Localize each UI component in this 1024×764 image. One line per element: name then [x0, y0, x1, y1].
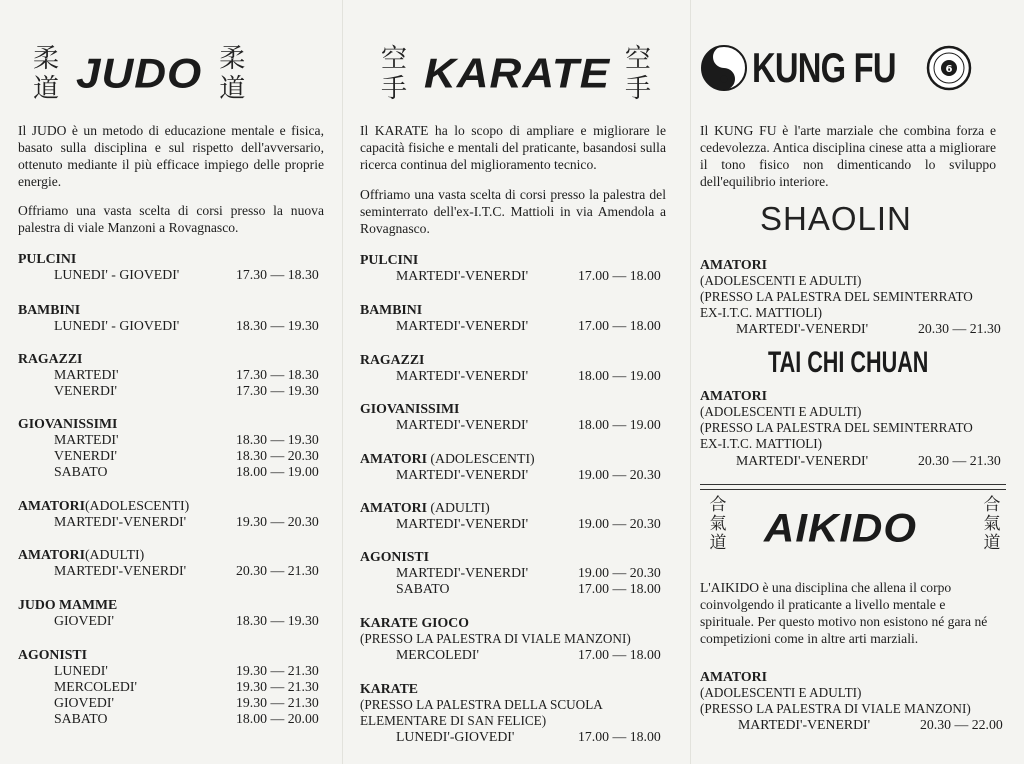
schedule-day: LUNEDI'	[54, 663, 108, 678]
kungfu-title: KUNG FU	[752, 44, 896, 91]
group-name: AMATORI	[700, 669, 767, 684]
group-note: (ADULTI)	[430, 500, 490, 515]
judo-description: Il JUDO è un metodo di educazione mentale e fisica, basato sulla disciplina e sul rispetto dell'avversario, ottenuto mediante il più efficace impiego delle proprie energie.	[18, 123, 324, 189]
taichi-title: TAI CHI CHUAN	[768, 346, 929, 379]
fold-line-2	[690, 0, 691, 764]
karate-title: KARATE	[424, 50, 611, 97]
schedule-time: 19.30 — 21.30	[236, 679, 319, 694]
schedule-day: MARTEDI'-VENERDI'	[738, 717, 871, 732]
schedule-day: MARTEDI'-VENERDI'	[54, 514, 187, 529]
aikido-title: AIKIDO	[764, 505, 917, 550]
schedule-day: MARTEDI'	[54, 432, 119, 447]
karate-kanji-right	[622, 44, 654, 104]
kanji-char: 柔	[32, 44, 59, 74]
group-audience: (ADOLESCENTI E ADULTI)	[700, 404, 862, 419]
schedule-time: 17.00 — 18.00	[578, 581, 661, 596]
schedule-time: 18.30 — 19.30	[236, 432, 319, 447]
schedule-day: MARTEDI'-VENERDI'	[396, 368, 529, 383]
group-name: PULCINI	[360, 252, 419, 267]
kanji-char: 氣	[709, 514, 727, 534]
group-note: (ADOLESCENTI)	[84, 498, 190, 513]
karate-kanji-left	[378, 44, 410, 104]
schedule-time: 18.30 — 19.30	[236, 613, 319, 628]
schedule-time: 17.00 — 18.00	[578, 268, 661, 283]
aikido-description: L'AIKIDO è una disciplina che allena il corpo coinvolgendo il praticante a livello mentale e spirituale. Per questo motivo non esistono né gara né competizioni come in altre arti marziali.	[700, 580, 988, 646]
karate-offer: Offriamo una vasta scelta di corsi presso la palestra del seminterrato dell'ex-I.T.C. Mattioli in via Amendola a Rovagnasco.	[360, 187, 666, 236]
karate-column	[360, 0, 666, 764]
schedule-time: 18.00 — 19.00	[578, 368, 661, 383]
group-name: AMATORI	[18, 547, 85, 562]
group-name: AMATORI	[360, 451, 427, 466]
schedule-time: 18.00 — 20.00	[236, 711, 319, 726]
schedule-time: 20.30 — 21.30	[236, 563, 319, 578]
aikido-section	[700, 0, 1008, 764]
aikido-kanji-left	[702, 496, 734, 553]
kanji-char: 道	[709, 533, 727, 553]
schedule-day: LUNEDI' - GIOVEDI'	[54, 267, 180, 282]
schedule-time: 20.30 — 21.30	[918, 321, 1001, 336]
schedule-time: 17.30 — 19.30	[236, 383, 319, 398]
schedule-time: 18.30 — 19.30	[236, 318, 319, 333]
group-name: KARATE GIOCO	[360, 615, 469, 630]
group-name: BAMBINI	[360, 302, 423, 317]
group-name: GIOVANISSIMI	[18, 416, 118, 431]
group-location: (PRESSO LA PALESTRA DI VIALE MANZONI)	[360, 631, 631, 646]
schedule-time: 17.00 — 18.00	[578, 647, 661, 662]
kanji-char: 道	[219, 74, 246, 104]
schedule-day: MARTEDI'-VENERDI'	[736, 321, 869, 336]
group-location: (PRESSO LA PALESTRA DEL SEMINTERRATO	[700, 289, 973, 304]
schedule-time: 20.30 — 22.00	[920, 717, 1003, 732]
schedule-time: 19.00 — 20.30	[578, 516, 661, 531]
kanji-char: 手	[380, 74, 407, 104]
kanji-char: 合	[983, 495, 1001, 515]
group-audience: (ADOLESCENTI E ADULTI)	[700, 273, 862, 288]
schedule-day: SABATO	[396, 581, 450, 596]
group-name: AMATORI	[700, 257, 767, 272]
schedule-time: 18.30 — 20.30	[236, 448, 319, 463]
schedule-time: 17.00 — 18.00	[578, 729, 661, 744]
schedule-day: MARTEDI'-VENERDI'	[396, 516, 529, 531]
kanji-char: 手	[625, 74, 652, 104]
schedule-day: MARTEDI'-VENERDI'	[396, 565, 529, 580]
schedule-time: 17.30 — 18.30	[236, 267, 319, 282]
group-name: AMATORI	[700, 388, 767, 403]
schedule-time: 18.00 — 19.00	[236, 464, 319, 479]
group-name: AMATORI	[18, 498, 85, 513]
group-note: (ADULTI)	[84, 547, 145, 562]
schedule-day: GIOVEDI'	[54, 613, 114, 628]
kanji-char: 氣	[983, 514, 1001, 534]
group-name: AMATORI	[360, 500, 427, 515]
group-name: RAGAZZI	[18, 351, 83, 366]
group-name: PULCINI	[18, 251, 77, 266]
shaolin-title: SHAOLIN	[760, 200, 912, 237]
schedule-day: MARTEDI'-VENERDI'	[396, 268, 529, 283]
group-name: KARATE	[360, 681, 419, 696]
group-heading	[18, 498, 189, 514]
judo-title: JUDO	[76, 50, 203, 97]
schedule-day: MARTEDI'-VENERDI'	[396, 467, 529, 482]
schedule-day: MERCOLEDI'	[54, 679, 137, 694]
kungfu-description: Il KUNG FU è l'arte marziale che combina forza e cedevolezza. Antica disciplina cinese atta a migliorare il tono fisico non dimenticando lo sviluppo dell'equilibrio interiore.	[700, 123, 996, 189]
karate-description: Il KARATE ha lo scopo di ampliare e migliorare le capacità fisiche e mentali del praticante, basandosi sulla ricerca continua del miglioramento tecnico.	[360, 123, 666, 172]
group-heading	[360, 451, 535, 467]
schedule-day: MARTEDI'	[54, 367, 119, 382]
group-location: (PRESSO LA PALESTRA DELLA SCUOLA	[360, 697, 603, 712]
group-location: (PRESSO LA PALESTRA DEL SEMINTERRATO	[700, 420, 973, 435]
group-name: GIOVANISSIMI	[360, 401, 460, 416]
judo-offer: Offriamo una vasta scelta di corsi presso la nuova palestra di viale Manzoni a Rovagnasco.	[18, 203, 324, 235]
kanji-char: 道	[983, 533, 1001, 553]
schedule-day: MARTEDI'-VENERDI'	[396, 318, 529, 333]
schedule-time: 19.00 — 20.30	[578, 565, 661, 580]
aikido-kanji-right	[976, 496, 1008, 553]
group-heading	[18, 547, 144, 563]
schedule-time: 19.30 — 21.30	[236, 663, 319, 678]
kanji-char: 空	[625, 44, 652, 74]
karate-header	[360, 44, 666, 104]
schedule-time: 18.00 — 19.00	[578, 417, 661, 432]
schedule-day: GIOVEDI'	[54, 695, 114, 710]
schedule-time: 19.00 — 20.30	[578, 467, 661, 482]
kanji-char: 道	[32, 74, 59, 104]
schedule-day: MARTEDI'-VENERDI'	[736, 453, 869, 468]
svg-text:6: 6	[945, 64, 953, 75]
group-location: ELEMENTARE DI SAN FELICE)	[360, 713, 547, 728]
group-location: EX-I.T.C. MATTIOLI)	[700, 436, 823, 451]
judo-kanji-left	[30, 44, 62, 104]
group-heading	[360, 500, 490, 516]
schedule-day: MARTEDI'-VENERDI'	[54, 563, 187, 578]
group-name: BAMBINI	[18, 302, 81, 317]
schedule-day: LUNEDI' - GIOVEDI'	[54, 318, 180, 333]
schedule-day: SABATO	[54, 464, 108, 479]
judo-column	[18, 0, 324, 764]
kanji-char: 合	[709, 495, 727, 515]
schedule-day: MERCOLEDI'	[396, 647, 479, 662]
group-location: (PRESSO LA PALESTRA DI VIALE MANZONI)	[700, 701, 971, 716]
schedule-day: MARTEDI'-VENERDI'	[396, 417, 529, 432]
group-note: (ADOLESCENTI)	[430, 451, 535, 466]
schedule-day: LUNEDI'-GIOVEDI'	[396, 729, 515, 744]
group-name: AGONISTI	[360, 549, 430, 564]
schedule-day: SABATO	[54, 711, 108, 726]
kanji-char: 柔	[219, 44, 246, 74]
group-location: EX-I.T.C. MATTIOLI)	[700, 305, 823, 320]
judo-kanji-right	[216, 44, 248, 104]
schedule-time: 20.30 — 21.30	[918, 453, 1001, 468]
group-name: JUDO MAMME	[18, 597, 118, 612]
schedule-time: 17.30 — 18.30	[236, 367, 319, 382]
judo-header	[18, 44, 324, 104]
schedule-time: 19.30 — 21.30	[236, 695, 319, 710]
group-audience: (ADOLESCENTI E ADULTI)	[700, 685, 862, 700]
schedule-time: 17.00 — 18.00	[578, 318, 661, 333]
kanji-char: 空	[380, 44, 407, 74]
group-name: RAGAZZI	[360, 352, 425, 367]
schedule-time: 19.30 — 20.30	[236, 514, 319, 529]
schedule-day: VENERDI'	[54, 448, 118, 463]
group-name: AGONISTI	[18, 647, 88, 662]
schedule-day: VENERDI'	[54, 383, 118, 398]
fold-line-1	[342, 0, 343, 764]
